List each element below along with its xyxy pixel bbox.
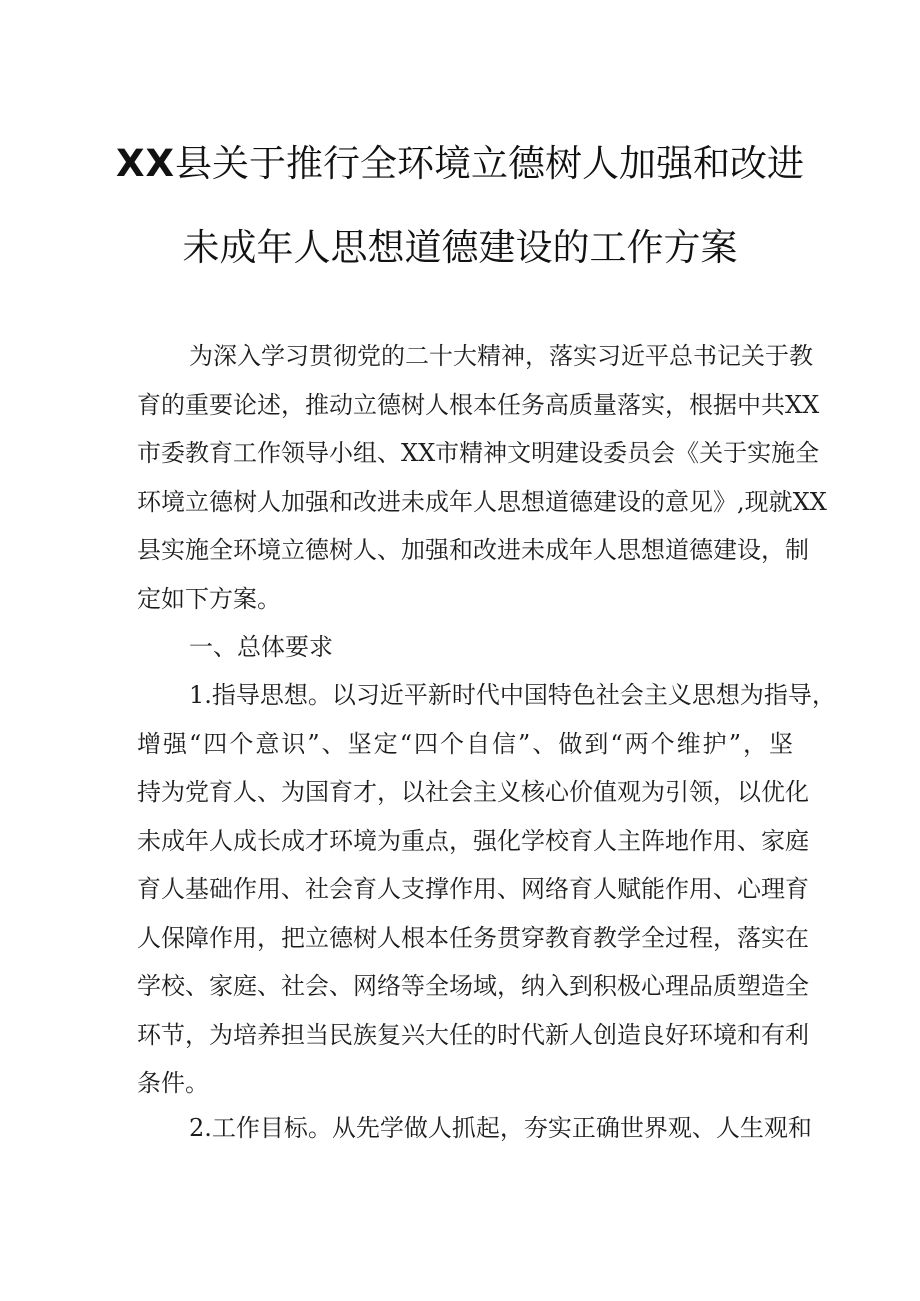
intro-paragraph [137,332,827,623]
paragraph-line: 为深入学习贯彻党的二十大精神，落实习近平总书记关于教 [189,342,813,370]
paragraph-line: 人保障作用，把立德树人根本任务贯穿教育教学全过程，落实在 [137,923,809,952]
section-heading-general-requirements [137,623,793,672]
paragraph-line: 定如下方案。 [137,584,281,613]
paragraph-line: 环境立德树人加强和改进未成年人思想道德建设的意见》,现就XX [137,487,827,516]
paragraph-line: 条件。 [137,1069,209,1097]
paragraph-line: 县实施全环境立德树人、加强和改进未成年人思想道德建设，制 [137,536,809,564]
paragraph-line: 1.指导思想。以习近平新时代中国特色社会主义思想为指导， [189,681,836,709]
title-line-1-text: 县关于推行全环境立德树人加强和改进 [175,142,805,185]
section-heading: 一、总体要求 [189,633,333,661]
paragraph-line: 增强“四个意识”、坚定“四个自信”、做到“两个维护”，坚 [137,729,793,758]
paragraph-line: 学校、家庭、社会、网络等全场域，纳入到积极心理品质塑造全 [137,972,809,1000]
paragraph-line: 市委教育工作领导小组、XX市精神文明建设委员会《关于实施全 [137,439,820,467]
title-county-placeholder: XX [115,142,176,185]
paragraph-line: 育人基础作用、社会育人支撑作用、网络育人赋能作用、心理育 [137,875,809,903]
paragraph-line: 环节，为培养担当民族复兴大任的时代新人创造良好环境和有利 [137,1020,809,1049]
document-title-line-2: 未成年人思想道德建设的工作方案 [182,226,738,269]
document-title-line-1 [0,142,920,186]
item-1-paragraph [137,671,836,1108]
paragraph-line: 持为党育人、为国育才，以社会主义核心价值观为引领，以优化 [137,778,809,806]
paragraph-line: 未成年人成长成才环境为重点，强化学校育人主阵地作用、家庭 [137,826,809,855]
paragraph-line: 2.工作目标。从先学做人抓起，夯实正确世界观、人生观和 [189,1114,812,1142]
paragraph-line: 育的重要论述，推动立德树人根本任务高质量落实，根据中共XX [137,390,820,419]
item-2-paragraph [137,1104,812,1153]
